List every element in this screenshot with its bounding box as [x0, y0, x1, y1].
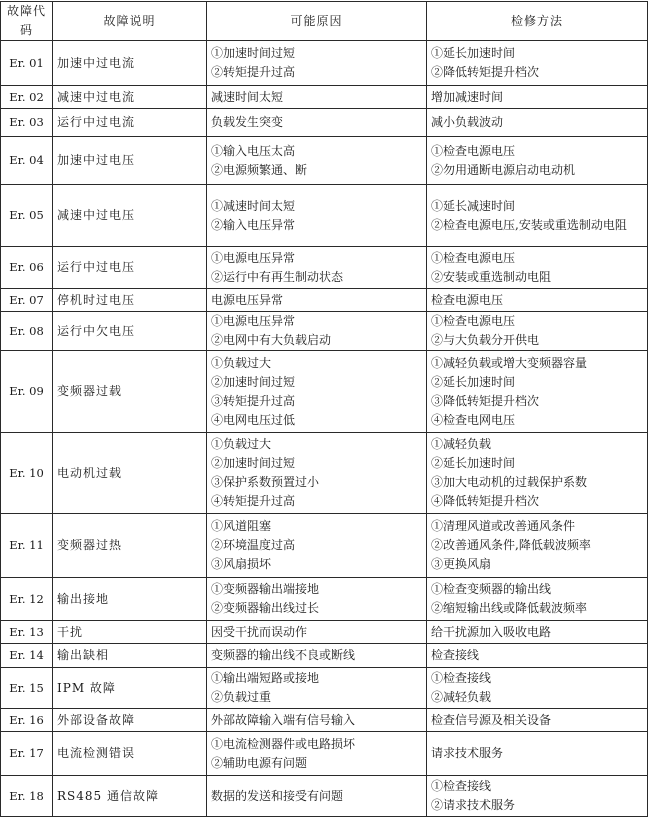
repair-method-cell — [427, 621, 648, 644]
possible-causes-cell — [207, 312, 427, 351]
cause-item: 电源电压异常 — [211, 292, 284, 307]
cause-item: ①输出端短路或接地 — [211, 671, 320, 685]
repair-method-cell — [427, 185, 648, 247]
fault-code-cell: Er. 01 — [1, 41, 53, 86]
fault-description-cell: 加速中过电压 — [53, 137, 207, 185]
fix-item: ③降低转矩提升档次 — [431, 393, 540, 408]
cause-item: ③风扇损坏 — [211, 557, 272, 571]
cause-item: ②加速时间过短 — [211, 374, 296, 389]
fix-item: ②请求技术服务 — [431, 798, 516, 812]
fix-item: ③更换风扇 — [431, 557, 492, 571]
fault-description-cell: 电动机过载 — [53, 433, 207, 514]
fault-description-cell: 变频器过热 — [53, 514, 207, 578]
cause-item: ①负载过大 — [211, 355, 272, 370]
fix-item: ①延长加速时间 — [431, 46, 516, 60]
fault-description-cell: 输出接地 — [53, 578, 207, 621]
header-description: 故障说明 — [53, 2, 207, 41]
fix-item: ①检查变频器的输出线 — [431, 582, 552, 596]
cause-item: ③保护系数预置过小 — [211, 475, 320, 489]
possible-causes-cell — [207, 289, 427, 312]
repair-method-cell — [427, 41, 648, 86]
fix-item: ③加大电动机的过载保护系数 — [431, 475, 588, 489]
cause-item: ②加速时间过短 — [211, 456, 296, 470]
table-row — [1, 86, 648, 109]
fix-item: 请求技术服务 — [431, 746, 504, 760]
fix-item: ②检查电源电压,安装或重选制动电阻 — [431, 217, 627, 232]
fault-code-cell: Er. 03 — [1, 109, 53, 137]
possible-causes-cell — [207, 247, 427, 289]
table-row — [1, 289, 648, 312]
cause-item: ④转矩提升过高 — [211, 494, 296, 508]
fix-item: ②勿用通断电源启动电动机 — [431, 162, 576, 177]
header-code: 故障代码 — [1, 2, 53, 41]
table-row — [1, 312, 648, 351]
header-fixes: 检修方法 — [427, 2, 648, 41]
fix-item: 检查电源电压 — [431, 292, 504, 307]
table-row — [1, 137, 648, 185]
fault-description-cell: 减速中过电压 — [53, 185, 207, 247]
repair-method-cell — [427, 247, 648, 289]
cause-item: ③转矩提升过高 — [211, 393, 296, 408]
fault-code-cell: Er. 05 — [1, 185, 53, 247]
table-row — [1, 709, 648, 732]
repair-method-cell — [427, 86, 648, 109]
repair-method-cell — [427, 312, 648, 351]
fault-code-cell: Er. 04 — [1, 137, 53, 185]
repair-method-cell — [427, 351, 648, 433]
table-row — [1, 776, 648, 817]
possible-causes-cell — [207, 185, 427, 247]
table-row — [1, 247, 648, 289]
fix-item: ①减轻负载或增大变频器容量 — [431, 355, 588, 370]
cause-item: ①变频器输出端接地 — [211, 582, 320, 596]
possible-causes-cell — [207, 709, 427, 732]
cause-item: ①风道阻塞 — [211, 519, 272, 533]
cause-item: 负载发生突变 — [211, 115, 284, 129]
fault-description-cell: RS485 通信故障 — [53, 776, 207, 817]
possible-causes-cell — [207, 433, 427, 514]
cause-item: ②转矩提升过高 — [211, 65, 296, 79]
fault-description-cell: 运行中欠电压 — [53, 312, 207, 351]
possible-causes-cell — [207, 644, 427, 668]
fault-code-cell: Er. 09 — [1, 351, 53, 433]
fault-code-cell: Er. 16 — [1, 709, 53, 732]
cause-item: ①负载过大 — [211, 437, 272, 451]
fault-description-cell: 运行中过电压 — [53, 247, 207, 289]
repair-method-cell — [427, 776, 648, 817]
table-row — [1, 185, 648, 247]
fix-item: ②安装或重选制动电阻 — [431, 269, 552, 284]
fix-item: ①检查电源电压 — [431, 250, 516, 265]
fault-code-cell: Er. 18 — [1, 776, 53, 817]
repair-method-cell — [427, 137, 648, 185]
fix-item: ①检查接线 — [431, 671, 492, 685]
fix-item: ①减轻负载 — [431, 437, 492, 451]
cause-item: 数据的发送和接受有问题 — [211, 788, 344, 803]
fault-code-cell: Er. 07 — [1, 289, 53, 312]
fault-description-cell: 电流检测错误 — [53, 732, 207, 776]
cause-item: ②运行中有再生制动状态 — [211, 269, 344, 284]
repair-method-cell — [427, 644, 648, 668]
fault-code-cell: Er. 13 — [1, 621, 53, 644]
possible-causes-cell — [207, 732, 427, 776]
repair-method-cell — [427, 289, 648, 312]
fault-description-cell: 减速中过电流 — [53, 86, 207, 109]
fix-item: ①检查电源电压 — [431, 143, 516, 158]
fix-item: ④降低转矩提升档次 — [431, 494, 540, 508]
fault-description-cell: IPM 故障 — [53, 668, 207, 709]
possible-causes-cell — [207, 621, 427, 644]
fix-item: ②降低转矩提升档次 — [431, 65, 540, 79]
possible-causes-cell — [207, 776, 427, 817]
possible-causes-cell — [207, 578, 427, 621]
table-row — [1, 433, 648, 514]
fix-item: ②改善通风条件,降低载波频率 — [431, 538, 591, 552]
cause-item: ①电流检测器件或电路损坏 — [211, 736, 356, 751]
repair-method-cell — [427, 732, 648, 776]
table-row — [1, 109, 648, 137]
possible-causes-cell — [207, 514, 427, 578]
cause-item: 变频器的输出线不良或断线 — [211, 648, 356, 662]
table-row — [1, 41, 648, 86]
repair-method-cell — [427, 109, 648, 137]
fault-code-cell: Er. 15 — [1, 668, 53, 709]
cause-item: ②负载过重 — [211, 690, 272, 704]
cause-item: ①减速时间太短 — [211, 198, 296, 213]
fix-item: ①检查接线 — [431, 779, 492, 793]
cause-item: 外部故障输入端有信号输入 — [211, 712, 356, 727]
cause-item: ②电网中有大负载启动 — [211, 333, 332, 347]
possible-causes-cell — [207, 109, 427, 137]
possible-causes-cell — [207, 41, 427, 86]
cause-item: 因受干扰而误动作 — [211, 624, 308, 639]
fault-code-cell: Er. 14 — [1, 644, 53, 668]
fault-description-cell: 干扰 — [53, 621, 207, 644]
fix-item: ②减轻负载 — [431, 690, 492, 704]
cause-item: ①输入电压太高 — [211, 143, 296, 158]
possible-causes-cell — [207, 86, 427, 109]
repair-method-cell — [427, 709, 648, 732]
table-row — [1, 732, 648, 776]
cause-item: ②变频器输出线过长 — [211, 601, 320, 615]
table-row — [1, 351, 648, 433]
fix-item: 检查信号源及相关设备 — [431, 712, 552, 727]
header-row — [1, 2, 648, 41]
fix-item: ①检查电源电压 — [431, 314, 516, 328]
cause-item: ②辅助电源有问题 — [211, 755, 308, 770]
table-row — [1, 668, 648, 709]
fix-item: 增加减速时间 — [431, 89, 504, 104]
fix-item: 检查接线 — [431, 648, 480, 662]
fault-code-cell: Er. 17 — [1, 732, 53, 776]
fix-item: ②延长加速时间 — [431, 374, 516, 389]
table-row — [1, 644, 648, 668]
fault-description-cell: 停机时过电压 — [53, 289, 207, 312]
possible-causes-cell — [207, 668, 427, 709]
repair-method-cell — [427, 514, 648, 578]
cause-item: ②环境温度过高 — [211, 538, 296, 552]
fix-item: ②延长加速时间 — [431, 456, 516, 470]
table-row — [1, 514, 648, 578]
fault-description-cell: 运行中过电流 — [53, 109, 207, 137]
possible-causes-cell — [207, 137, 427, 185]
cause-item: ①加速时间过短 — [211, 46, 296, 60]
fault-code-table — [0, 1, 648, 817]
fault-description-cell: 加速中过电流 — [53, 41, 207, 86]
cause-item: ①电源电压异常 — [211, 250, 296, 265]
cause-item: ②输入电压异常 — [211, 217, 296, 232]
fault-code-cell: Er. 10 — [1, 433, 53, 514]
fix-item: ①清理风道或改善通风条件 — [431, 519, 576, 533]
cause-item: ①电源电压异常 — [211, 314, 296, 328]
table-row — [1, 578, 648, 621]
fault-description-cell: 变频器过载 — [53, 351, 207, 433]
fault-description-cell: 外部设备故障 — [53, 709, 207, 732]
fix-item: 减小负载波动 — [431, 115, 504, 129]
cause-item: 减速时间太短 — [211, 89, 284, 104]
repair-method-cell — [427, 578, 648, 621]
fix-item: ④检查电网电压 — [431, 412, 516, 427]
table-row — [1, 621, 648, 644]
cause-item: ④电网电压过低 — [211, 412, 296, 427]
fix-item: 给干扰源加入吸收电路 — [431, 624, 552, 639]
fault-code-cell: Er. 08 — [1, 312, 53, 351]
fix-item: ②缩短输出线或降低载波频率 — [431, 601, 588, 615]
fault-code-cell: Er. 06 — [1, 247, 53, 289]
fix-item: ②与大负载分开供电 — [431, 333, 540, 347]
repair-method-cell — [427, 433, 648, 514]
fault-code-cell: Er. 12 — [1, 578, 53, 621]
repair-method-cell — [427, 668, 648, 709]
fault-description-cell: 输出缺相 — [53, 644, 207, 668]
possible-causes-cell — [207, 351, 427, 433]
header-causes: 可能原因 — [207, 2, 427, 41]
fault-code-cell: Er. 11 — [1, 514, 53, 578]
fix-item: ①延长减速时间 — [431, 198, 516, 213]
cause-item: ②电源频繁通、断 — [211, 162, 308, 177]
fault-code-cell: Er. 02 — [1, 86, 53, 109]
